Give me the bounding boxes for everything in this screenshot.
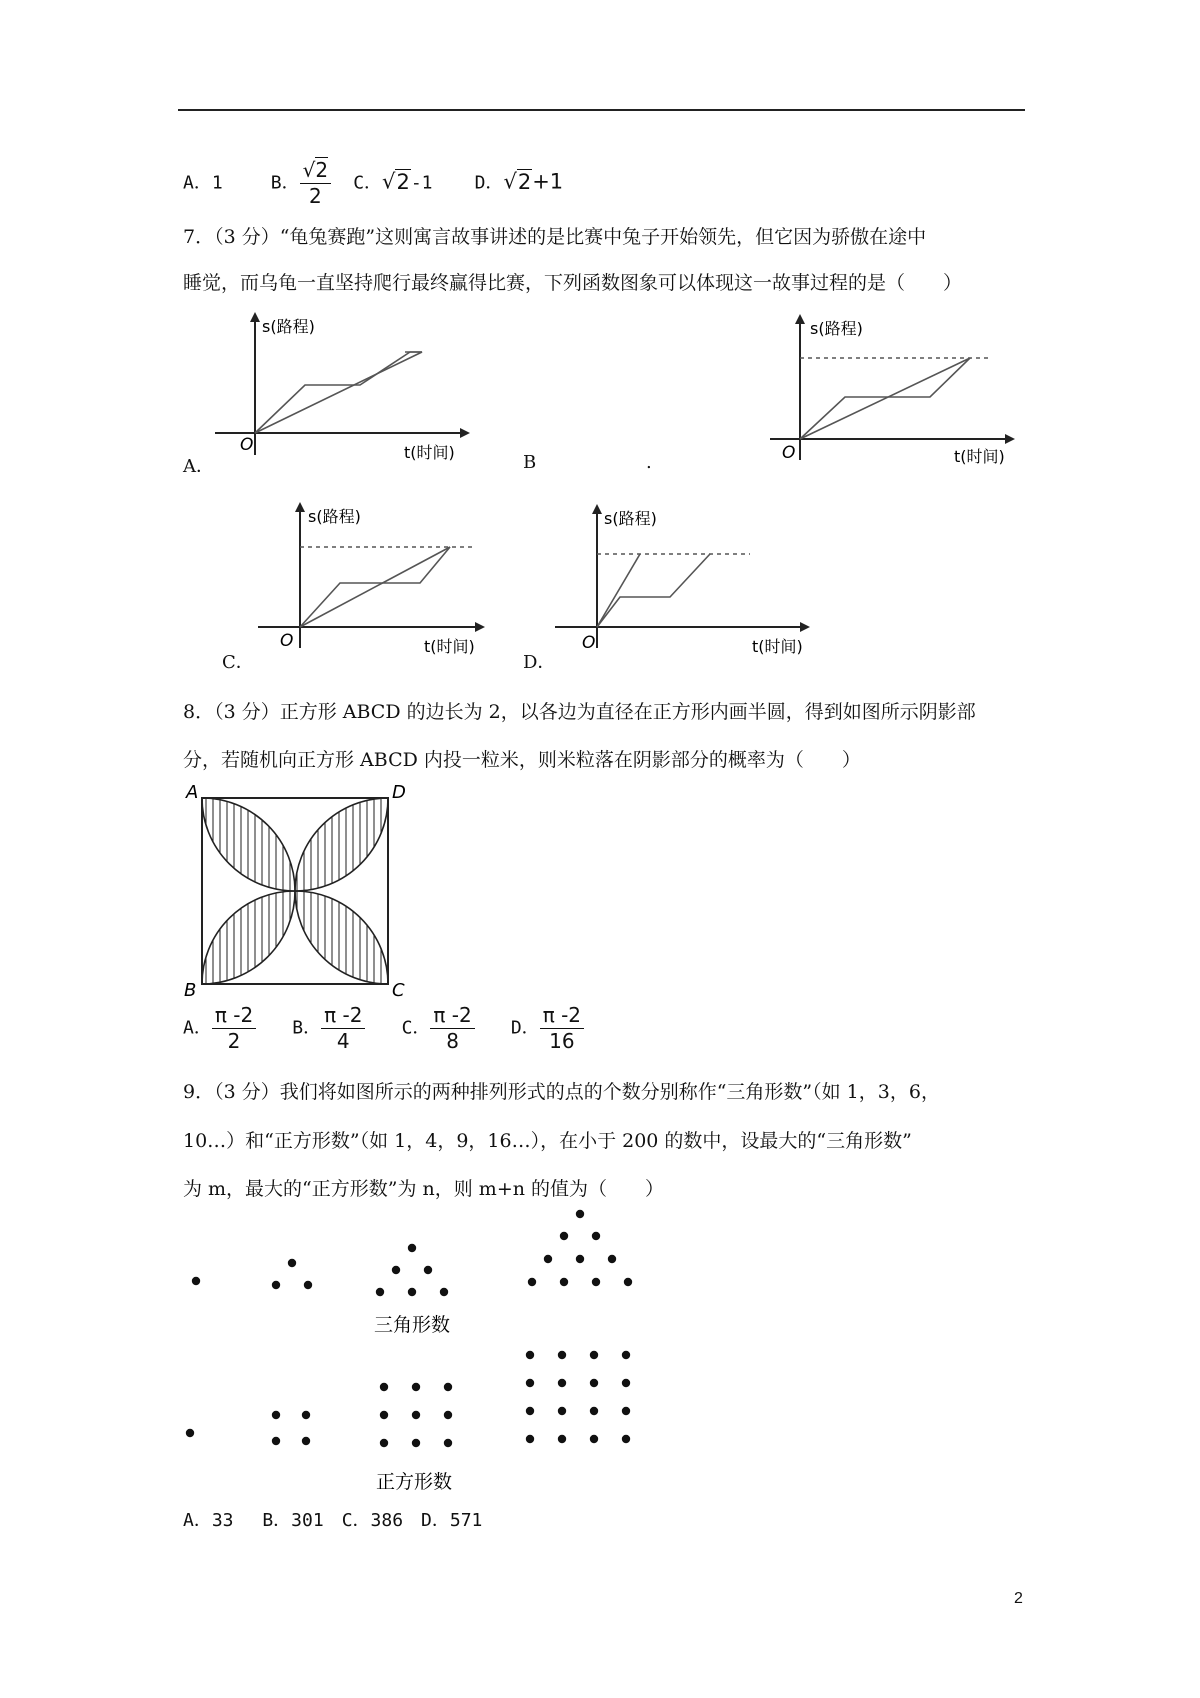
triangle-numbers-dots [192, 1210, 632, 1296]
q9-line-3: 为 m，最大的“正方形数”为 n，则 m+n 的值为（ ） [183, 1178, 665, 1200]
q7-graph-d-x-label: t(时间) [752, 637, 803, 656]
q7-graph-b-origin: O [782, 443, 796, 463]
q6-b-denominator: 2 [309, 184, 322, 208]
q8-vertex-b: B [184, 980, 197, 1001]
q9-line-1: 9．（3 分）我们将如图所示的两种排列形式的点的个数分别称作“三角形数”（如 1，3，6， [183, 1081, 940, 1103]
q6-d-radicand: 2 [517, 169, 532, 194]
q7-graph-b [760, 312, 1030, 472]
square-numbers-dots [186, 1351, 630, 1447]
q7-line-2: 睡觉，而乌龟一直坚持爬行最终赢得比赛，下列函数图象可以体现这一故事过程的是（ ） [183, 272, 963, 294]
q8-square-figure [182, 782, 422, 1002]
q8-d-denominator: 16 [549, 1029, 575, 1053]
q6-c-radicand: 2 [396, 169, 410, 194]
q8-d-numerator: π -2 [540, 1005, 584, 1029]
q6-b-numerator: 2 [315, 158, 329, 182]
q8-option-a-label: A． [183, 1017, 212, 1039]
q6-option-b-fraction: $\frac{√2}{2}$ [300, 160, 331, 207]
q7-graph-b-y-label: s(路程) [810, 319, 863, 338]
q8-a-numerator: π -2 [212, 1005, 256, 1029]
q9-dot-figure [180, 1205, 650, 1495]
q8-option-a-fraction [212, 1005, 256, 1052]
q6-option-c-expr: √2 [382, 169, 410, 194]
q8-option-c-fraction [430, 1005, 474, 1052]
q7-graph-a [210, 310, 490, 470]
header-rule [178, 109, 1025, 111]
q6-option-b-label: B． [270, 172, 300, 194]
q8-line-2: 分，若随机向正方形 ABCD 内投一粒米，则米粒落在阴影部分的概率为（ ） [183, 749, 861, 771]
q7-graph-a-x-label: t(时间) [404, 443, 455, 462]
q6-option-a-value: 1 [211, 172, 223, 194]
q9-options: A．33 B．301 C．386 D．571 [183, 1510, 483, 1531]
q7-graph-c-origin: O [280, 631, 294, 651]
q7-option-d: D． [523, 652, 556, 673]
q8-option-b-fraction [321, 1005, 365, 1052]
q7-option-c: C． [222, 652, 254, 673]
q8-c-numerator: π -2 [430, 1005, 474, 1029]
q8-vertex-a: A [186, 782, 199, 803]
q7-graph-c-y-label: s(路程) [308, 507, 361, 526]
q7-graph-a-origin: O [240, 435, 254, 455]
triangle-numbers-caption: 三角形数 [374, 1314, 451, 1336]
q8-b-numerator: π -2 [321, 1005, 365, 1029]
page-number: 2 [1014, 1590, 1023, 1607]
q7-graph-d [550, 502, 830, 662]
q9-line-2: 10…）和“正方形数”（如 1，4，9，16…），在小于 200 的数中，设最大的“三角形数” [183, 1130, 912, 1152]
q7-option-b-dot: . [646, 452, 652, 473]
q8-line-1: 8．（3 分）正方形 ABCD 的边长为 2，以各边为直径在正方形内画半圆，得到如图所示阴影部 [183, 701, 976, 723]
q8-vertex-d: D [392, 782, 406, 803]
q8-option-d-label: D． [510, 1017, 540, 1039]
q6-option-d-expr: √2+1 [503, 169, 564, 194]
q8-a-denominator: 2 [227, 1029, 241, 1053]
q7-line-1: 7．（3 分）“龟兔赛跑”这则寓言故事讲述的是比赛中兔子开始领先，但它因为骄傲在途中 [183, 226, 927, 248]
q6-option-a-label: A． [183, 172, 212, 194]
q7-graph-c [250, 500, 490, 660]
q7-option-a: A． [183, 456, 214, 477]
q7-option-b: B [523, 452, 537, 473]
q7-graph-b-x-label: t(时间) [954, 447, 1005, 466]
q7-graph-d-origin: O [582, 633, 596, 653]
q6-option-d-label: D． [474, 172, 504, 194]
q6-option-c-label: C． [353, 172, 383, 194]
q7-graph-c-x-label: t(时间) [424, 637, 475, 656]
q8-b-denominator: 4 [336, 1029, 350, 1053]
q6-options [183, 160, 563, 207]
square-numbers-caption: 正方形数 [376, 1471, 453, 1493]
q8-vertex-c: C [392, 980, 405, 1001]
q8-option-d-fraction [540, 1005, 584, 1052]
q8-option-b-label: B． [292, 1017, 322, 1039]
q7-graph-d-y-label: s(路程) [604, 509, 657, 528]
q8-options [183, 1005, 584, 1052]
q8-option-c-label: C． [401, 1017, 431, 1039]
q8-c-denominator: 8 [446, 1029, 459, 1053]
q6-c-rest: -1 [410, 172, 433, 194]
q7-graph-a-y-label: s(路程) [262, 317, 315, 336]
q6-d-rest: +1 [532, 169, 564, 194]
